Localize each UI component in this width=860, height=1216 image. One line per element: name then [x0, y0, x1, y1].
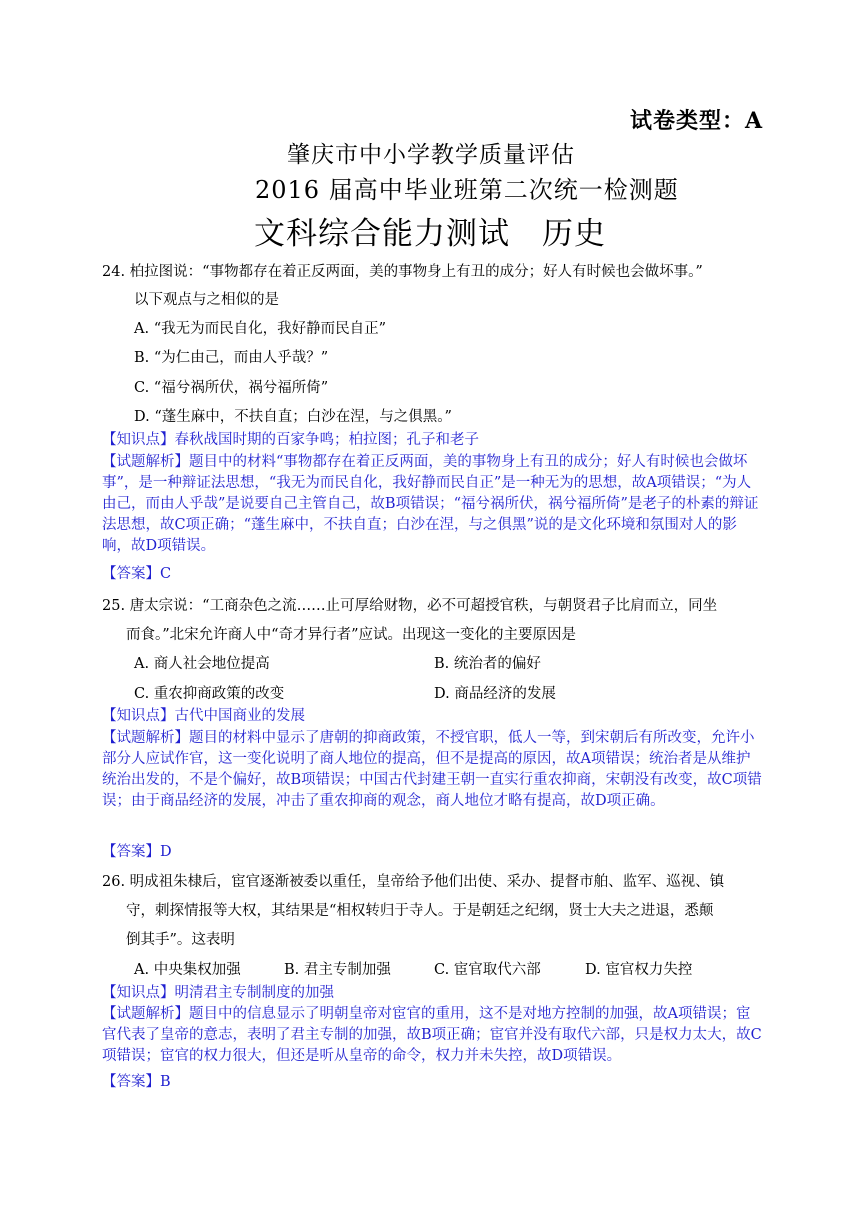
q24-stem-line-1: 24. 柏拉图说：“事物都存在着正反两面，美的事物身上有丑的成分；好人有时候也会做坏事。”: [102, 264, 703, 280]
q26-knowledge-point: 【知识点】明清君主专制制度的加强: [102, 985, 334, 1001]
q24-knowledge-point: 【知识点】春秋战国时期的百家争鸣；柏拉图；孔子和老子: [102, 432, 479, 448]
q24-answer: 【答案】C: [102, 566, 172, 582]
q26-analysis: 【试题解析】题目中的信息显示了明朝皇帝对宦官的重用，这不是对地方控制的加强，故A项错误；宦官代表了皇帝的意志，表明了君主专制的加强，故B项正确；宦官并没有取代六部，只是权力太大，故C项错误；宦官的权力很大，但还是听从皇帝的命令，权力并未失控，故D项错误。: [102, 1006, 762, 1064]
title-line-1: 肇庆市中小学教学质量评估: [287, 142, 575, 168]
q26-answer: 【答案】B: [102, 1074, 171, 1090]
q25-knowledge-point: 【知识点】古代中国商业的发展: [102, 708, 305, 724]
q25-stem-line-2: 而食。”北宋允许商人中“奇才异行者”应试。出现这一变化的主要原因是: [126, 627, 576, 643]
paper-type: 试卷类型：A: [630, 108, 764, 134]
q26-option-a: A. 中央集权加强: [134, 962, 241, 978]
q24-option-a: A. “我无为而民自化，我好静而民自正”: [134, 321, 387, 337]
q24-option-c: C. “福兮祸所伏，祸兮福所倚”: [134, 380, 329, 396]
q25-option-b: B. 统治者的偏好: [434, 656, 541, 672]
q26-option-c: C. 宦官取代六部: [434, 962, 541, 978]
q25-option-c: C. 重农抑商政策的改变: [134, 686, 285, 702]
q24-option-b: B. “为仁由己，而由人乎哉？”: [134, 350, 329, 366]
q25-analysis: 【试题解析】题目的材料中显示了唐朝的抑商政策，不授官职，低人一等，到宋朝后有所改变，允许小部分人应试作官，这一变化说明了商人地位的提高，但不是提高的原因，故A项错误；统治者是从维护统治出发的，不是个偏好，故B项错误；中国古代封建王朝一直实行重农抑商，宋朝没有改变，故C项错误；由于商品经济的发展，冲击了重农抑商的观念，商人地位才略有提高，故D项正确。: [102, 730, 762, 809]
q26-option-d: D. 宦官权力失控: [585, 962, 693, 978]
q26-stem-line-1: 26. 明成祖朱棣后，宦官逐渐被委以重任，皇帝给予他们出使、采办、提督市舶、监军、巡视、镇: [102, 874, 725, 890]
q25-answer: 【答案】D: [102, 844, 172, 860]
title-line-2: 2016 届高中毕业班第二次统一检测题: [255, 176, 679, 204]
title-line-3: 文科综合能力测试 历史: [254, 216, 606, 252]
q25-stem-line-1: 25. 唐太宗说：“工商杂色之流……止可厚给财物，必不可超授官秩，与朝贤君子比肩而立，同坐: [102, 598, 718, 614]
q24-option-d: D. “蓬生麻中，不扶自直；白沙在涅，与之俱黑。”: [134, 409, 452, 425]
q26-option-b: B. 君主专制加强: [284, 962, 391, 978]
q26-stem-line-3: 倒其手”。这表明: [126, 932, 235, 948]
q24-analysis: 【试题解析】题目中的材料“事物都存在着正反两面，美的事物身上有丑的成分；好人有时候也会做坏事”，是一种辩证法思想，“我无为而民自化，我好静而民自正”是一种无为的思想，故A项错误；“为人由己，而由人乎哉”是说要自己主管自己，故B项错误；“福兮祸所伏，祸兮福所倚”是老子的朴素的辩证法思想，故C项正确；“蓬生麻中，不扶自直；白沙在涅，与之俱黑”说的是文化环境和氛围对人的影响，故D项错误。: [102, 454, 759, 554]
q26-stem-line-2: 守，刺探情报等大权，其结果是“相权转归于寺人。于是朝廷之纪纲，贤士大夫之进退，悉颠: [126, 903, 714, 919]
q25-option-d: D. 商品经济的发展: [434, 686, 556, 702]
q25-option-a: A. 商人社会地位提高: [134, 656, 270, 672]
q24-stem-line-2: 以下观点与之相似的是: [134, 292, 279, 308]
